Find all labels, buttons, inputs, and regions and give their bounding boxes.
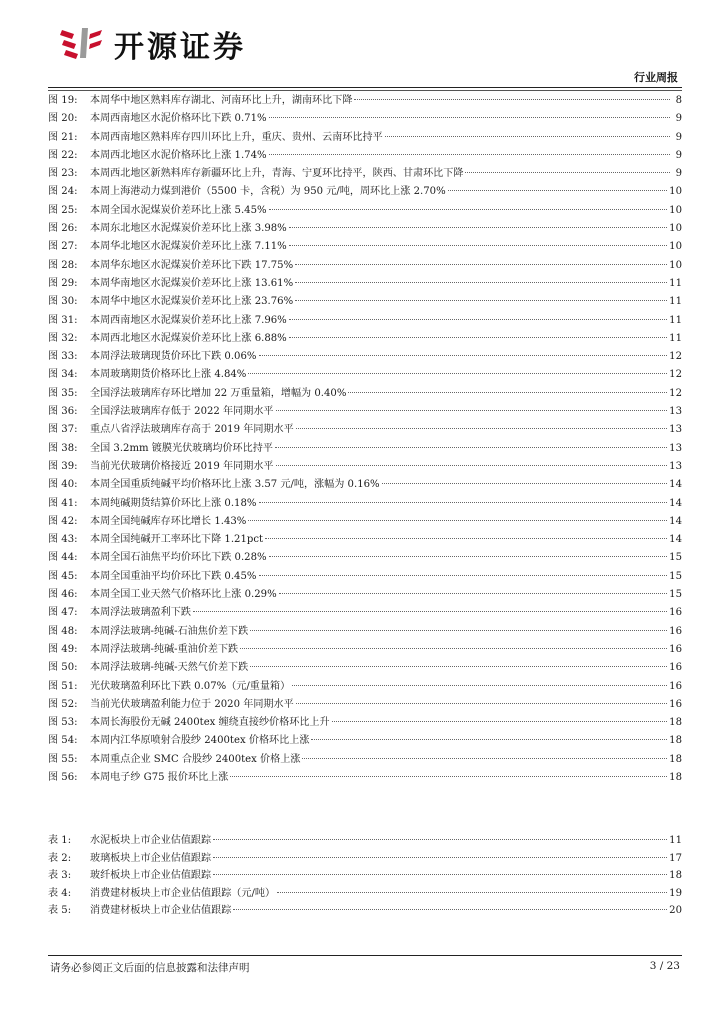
entry-label: 图 28: (48, 259, 78, 271)
logo-text: 开源证券 (114, 30, 246, 65)
entry-label: 图 45: (48, 570, 78, 582)
entry-page-number: 16 (669, 643, 682, 655)
dot-leader (296, 428, 667, 429)
figure-toc-entry[interactable] (48, 92, 682, 110)
entry-label: 图 20: (48, 113, 78, 125)
figure-toc-entry[interactable] (48, 458, 682, 476)
entry-title: 全国浮法玻璃库存环比增加 22 万重量箱，增幅为 0.40% (90, 387, 347, 399)
dot-leader (296, 703, 667, 704)
dot-leader (248, 373, 667, 374)
dot-leader (292, 685, 667, 686)
entry-page-number: 16 (669, 662, 682, 674)
entry-title: 本周华南地区水泥煤炭价差环比上涨 13.61% (90, 277, 294, 289)
entry-label: 图 32: (48, 332, 78, 344)
figure-toc-entry[interactable] (48, 312, 682, 330)
entry-label: 图 50: (48, 662, 78, 674)
entry-title: 当前光伏玻璃盈利能力位于 2020 年同期水平 (90, 698, 294, 710)
dot-leader (275, 447, 667, 448)
entry-label: 图 31: (48, 314, 78, 326)
entry-label: 图 25: (48, 204, 78, 216)
entry-page-number: 8 (675, 95, 682, 106)
dot-leader (269, 209, 668, 210)
entry-title: 当前光伏玻璃价格接近 2019 年同期水平 (90, 460, 274, 472)
entry-label: 图 53: (48, 717, 78, 729)
dot-leader (385, 136, 670, 137)
figure-toc-entry[interactable] (48, 147, 682, 165)
dot-leader (295, 264, 667, 265)
entry-label: 图 55: (48, 753, 78, 765)
entry-title: 本周长海股份无碱 2400tex 缠绕直接纱价格环比上升 (90, 717, 330, 729)
entry-label: 图 37: (48, 424, 78, 436)
entry-title: 本周西北地区水泥价格环比上涨 1.74% (90, 149, 267, 161)
entry-title: 本周重点企业 SMC 合股纱 2400tex 价格上涨 (90, 753, 301, 765)
entry-page-number: 18 (669, 753, 682, 765)
entry-label: 图 30: (48, 296, 78, 308)
entry-title: 本周全国水泥煤炭价差环比上涨 5.45% (90, 204, 267, 216)
entry-title: 本周西南地区熟料库存四川环比上升，重庆、贵州、云南环比持平 (90, 131, 383, 143)
dot-leader (295, 282, 667, 283)
figure-toc-entry[interactable] (48, 348, 682, 366)
entry-title: 水泥板块上市企业估值跟踪 (90, 835, 212, 846)
entry-title: 本周西北地区水泥煤炭价差环比上涨 6.88% (90, 332, 287, 344)
entry-label: 图 22: (48, 149, 78, 161)
dot-leader (302, 758, 667, 759)
figure-toc-entry[interactable] (48, 330, 682, 348)
entry-title: 本周全国纯碱库存环比增长 1.43% (90, 515, 247, 527)
figure-toc-entry[interactable] (48, 586, 682, 604)
table-toc-entry[interactable] (48, 885, 682, 903)
figure-toc-entry[interactable] (48, 531, 682, 549)
figure-toc-entry[interactable] (48, 257, 682, 275)
entry-label: 图 48: (48, 625, 78, 637)
entry-page-number: 13 (669, 460, 682, 472)
figures-index (48, 92, 682, 787)
dot-leader (289, 337, 667, 338)
figure-toc-entry[interactable] (48, 366, 682, 384)
page-header (48, 14, 682, 92)
entry-title: 本周西南地区水泥价格环比下跌 0.71% (90, 113, 267, 125)
entry-page-number: 9 (675, 149, 682, 161)
entry-title: 本周全国石油焦平均价环比下跌 0.28% (90, 552, 267, 564)
entry-page-number: 11 (669, 835, 682, 846)
dot-leader (230, 776, 667, 777)
entry-label: 图 42: (48, 515, 78, 527)
entry-title: 消费建材板块上市企业估值跟踪（元/吨） (90, 887, 276, 899)
entry-page-number: 10 (669, 241, 682, 253)
figure-toc-entry[interactable] (48, 476, 682, 494)
entry-page-number: 11 (669, 296, 682, 308)
dot-leader (289, 245, 667, 246)
entry-title: 本周华中地区熟料库存湖北、河南环比上升，湖南环比下降 (90, 95, 353, 106)
entry-label: 表 4: (48, 887, 72, 899)
figure-toc-entry[interactable] (48, 165, 682, 183)
entry-title: 本周华北地区水泥煤炭价差环比上涨 7.11% (90, 241, 287, 253)
entry-page-number: 14 (669, 497, 682, 509)
entry-page-number: 18 (669, 771, 682, 783)
entry-title: 本周全国重油平均价环比下跌 0.45% (90, 570, 257, 582)
entry-page-number: 14 (669, 534, 682, 546)
entry-title: 玻璃板块上市企业估值跟踪 (90, 852, 212, 864)
dot-leader (348, 392, 667, 393)
entry-page-number: 16 (669, 625, 682, 637)
entry-page-number: 11 (669, 277, 682, 289)
entry-page-number: 11 (669, 332, 682, 344)
entry-page-number: 9 (675, 168, 682, 180)
entry-title: 本周浮法玻璃-纯碱-重油价差下跌 (90, 643, 239, 655)
entry-title: 本周华东地区水泥煤炭价差环比下跌 17.75% (90, 259, 294, 271)
footer-divider (48, 955, 682, 956)
dot-leader (265, 538, 667, 539)
figure-toc-entry[interactable] (48, 659, 682, 677)
entry-page-number: 18 (669, 870, 682, 881)
entry-label: 图 38: (48, 442, 78, 454)
entry-page-number: 12 (669, 369, 682, 381)
dot-leader (448, 190, 667, 191)
entry-title: 本周西南地区水泥煤炭价差环比上涨 7.96% (90, 314, 287, 326)
figure-toc-entry[interactable] (48, 385, 682, 403)
entry-title: 本周内江华原喷射合股纱 2400tex 价格环比上涨 (90, 735, 310, 747)
entry-label: 图 34: (48, 369, 78, 381)
entry-page-number: 10 (669, 259, 682, 271)
entry-page-number: 15 (669, 570, 682, 582)
figure-toc-entry[interactable] (48, 641, 682, 659)
entry-label: 图 26: (48, 223, 78, 235)
entry-label: 图 35: (48, 387, 78, 399)
dot-leader (233, 909, 667, 910)
entry-page-number: 15 (669, 589, 682, 601)
entry-title: 玻纤板块上市企业估值跟踪 (90, 870, 212, 881)
page-number: 3 / 23 (649, 960, 680, 972)
dot-leader (269, 117, 670, 118)
dot-leader (269, 154, 670, 155)
entry-label: 表 5: (48, 905, 72, 916)
entry-page-number: 18 (669, 735, 682, 747)
dot-leader (250, 630, 667, 631)
footer-disclaimer: 请务必参阅正文后面的信息披露和法律声明 (50, 962, 250, 974)
dot-leader (354, 99, 670, 100)
entry-label: 图 33: (48, 351, 78, 363)
figure-toc-entry[interactable] (48, 421, 682, 439)
dot-leader (193, 611, 667, 612)
entry-label: 图 40: (48, 479, 78, 491)
entry-page-number: 11 (669, 314, 682, 326)
dot-leader (276, 410, 668, 411)
entry-label: 图 41: (48, 497, 78, 509)
entry-page-number: 9 (675, 131, 682, 143)
entry-label: 图 24: (48, 186, 78, 198)
figure-toc-entry[interactable] (48, 403, 682, 421)
logo-mark-icon (58, 24, 106, 64)
dot-leader (248, 520, 667, 521)
entry-title: 本周玻璃期货价格环比上涨 4.84% (90, 369, 247, 381)
entry-page-number: 20 (669, 905, 682, 916)
figure-toc-entry[interactable] (48, 696, 682, 714)
entry-label: 图 44: (48, 552, 78, 564)
entry-title: 本周西北地区新熟料库存新疆环比上升，青海、宁夏环比持平，陕西、甘肃环比下降 (90, 168, 464, 180)
entry-label: 表 2: (48, 852, 72, 864)
entry-label: 图 54: (48, 735, 78, 747)
entry-title: 本周电子纱 G75 报价环比上涨 (90, 771, 229, 783)
figure-toc-entry[interactable] (48, 220, 682, 238)
entry-page-number: 13 (669, 406, 682, 418)
dot-leader (213, 874, 667, 875)
entry-page-number: 16 (669, 698, 682, 710)
entry-page-number: 17 (669, 852, 682, 864)
dot-leader (289, 319, 667, 320)
figure-toc-entry[interactable] (48, 714, 682, 732)
table-toc-entry[interactable] (48, 867, 682, 885)
entry-title: 本周浮法玻璃-纯碱-石油焦价差下跌 (90, 625, 249, 637)
dot-leader (289, 227, 667, 228)
entry-page-number: 14 (669, 479, 682, 491)
entry-label: 图 43: (48, 534, 78, 546)
entry-label: 图 47: (48, 607, 78, 619)
dot-leader (465, 172, 670, 173)
entry-page-number: 10 (669, 204, 682, 216)
company-logo (58, 22, 246, 66)
entry-label: 图 46: (48, 589, 78, 601)
entry-label: 图 56: (48, 771, 78, 783)
entry-title: 本周浮法玻璃盈利下跌 (90, 607, 191, 619)
entry-label: 表 3: (48, 870, 72, 881)
entry-title: 本周浮法玻璃-纯碱-天然气价差下跌 (90, 662, 249, 674)
entry-title: 本周上海港动力煤到港价（5500 卡，含税）为 950 元/吨，周环比上涨 2.70% (90, 186, 446, 198)
entry-page-number: 19 (669, 887, 682, 899)
dot-leader (276, 465, 668, 466)
dot-leader (213, 857, 667, 858)
dot-leader (259, 355, 668, 356)
entry-label: 图 36: (48, 406, 78, 418)
entry-title: 本周东北地区水泥煤炭价差环比上涨 3.98% (90, 223, 287, 235)
entry-label: 图 27: (48, 241, 78, 253)
figure-toc-entry[interactable] (48, 293, 682, 311)
entry-page-number: 18 (669, 717, 682, 729)
entry-title: 全国浮法玻璃库存低于 2022 年同期水平 (90, 406, 274, 418)
figure-toc-entry[interactable] (48, 440, 682, 458)
entry-title: 全国 3.2mm 镀膜光伏玻璃均价环比持平 (90, 442, 273, 454)
figure-toc-entry[interactable] (48, 513, 682, 531)
entry-page-number: 10 (669, 186, 682, 198)
entry-page-number: 15 (669, 552, 682, 564)
dot-leader (213, 839, 667, 840)
figure-toc-entry[interactable] (48, 275, 682, 293)
figure-toc-entry[interactable] (48, 732, 682, 750)
figure-toc-entry[interactable] (48, 568, 682, 586)
figure-toc-entry[interactable] (48, 183, 682, 201)
tables-index (48, 832, 682, 920)
entry-title: 本周全国工业天然气价格环比上涨 0.29% (90, 589, 277, 601)
entry-title: 光伏玻璃盈利环比下跌 0.07%（元/重量箱） (90, 680, 291, 692)
figure-toc-entry[interactable] (48, 751, 682, 769)
figure-toc-entry[interactable] (48, 202, 682, 220)
figure-toc-entry[interactable] (48, 238, 682, 256)
entry-title: 本周浮法玻璃现货价环比下跌 0.06% (90, 351, 257, 363)
entry-page-number: 13 (669, 424, 682, 436)
dot-leader (259, 575, 668, 576)
header-divider-thin (48, 90, 682, 91)
figure-toc-entry[interactable] (48, 110, 682, 128)
entry-title: 本周全国重质纯碱平均价格环比上涨 3.57 元/吨，涨幅为 0.16% (90, 479, 380, 491)
dot-leader (269, 556, 668, 557)
entry-label: 图 29: (48, 277, 78, 289)
dot-leader (295, 300, 667, 301)
entry-label: 表 1: (48, 835, 72, 846)
figure-toc-entry[interactable] (48, 604, 682, 622)
entry-title: 消费建材板块上市企业估值跟踪 (90, 905, 232, 916)
figure-toc-entry[interactable] (48, 769, 682, 787)
figure-toc-entry[interactable] (48, 623, 682, 641)
table-toc-entry[interactable] (48, 832, 682, 850)
entry-label: 图 23: (48, 168, 78, 180)
entry-page-number: 9 (675, 113, 682, 125)
table-toc-entry[interactable] (48, 850, 682, 868)
dot-leader (311, 739, 667, 740)
dot-leader (277, 892, 667, 893)
entry-title: 重点八省浮法玻璃库存高于 2019 年同期水平 (90, 424, 294, 436)
entry-page-number: 14 (669, 515, 682, 527)
entry-page-number: 10 (669, 223, 682, 235)
entry-page-number: 12 (669, 351, 682, 363)
figure-toc-entry[interactable] (48, 549, 682, 567)
dot-leader (279, 593, 667, 594)
dot-leader (259, 502, 668, 503)
header-divider (48, 87, 682, 88)
dot-leader (240, 648, 667, 649)
entry-page-number: 16 (669, 607, 682, 619)
entry-page-number: 12 (669, 387, 682, 399)
entry-label: 图 19: (48, 95, 78, 106)
entry-title: 本周华中地区水泥煤炭价差环比上涨 23.76% (90, 296, 294, 308)
entry-label: 图 52: (48, 698, 78, 710)
dot-leader (382, 483, 668, 484)
entry-page-number: 13 (669, 442, 682, 454)
entry-page-number: 16 (669, 680, 682, 692)
entry-title: 本周纯碱期货结算价环比上涨 0.18% (90, 497, 257, 509)
entry-label: 图 49: (48, 643, 78, 655)
table-toc-entry[interactable] (48, 902, 682, 920)
entry-label: 图 51: (48, 680, 78, 692)
entry-title: 本周全国纯碱开工率环比下降 1.21pct (90, 534, 264, 546)
entry-label: 图 39: (48, 460, 78, 472)
figure-toc-entry[interactable] (48, 678, 682, 696)
figure-toc-entry[interactable] (48, 129, 682, 147)
figure-toc-entry[interactable] (48, 495, 682, 513)
report-type-label: 行业周报 (634, 71, 678, 84)
entry-label: 图 21: (48, 131, 78, 143)
dot-leader (332, 721, 668, 722)
dot-leader (250, 666, 667, 667)
